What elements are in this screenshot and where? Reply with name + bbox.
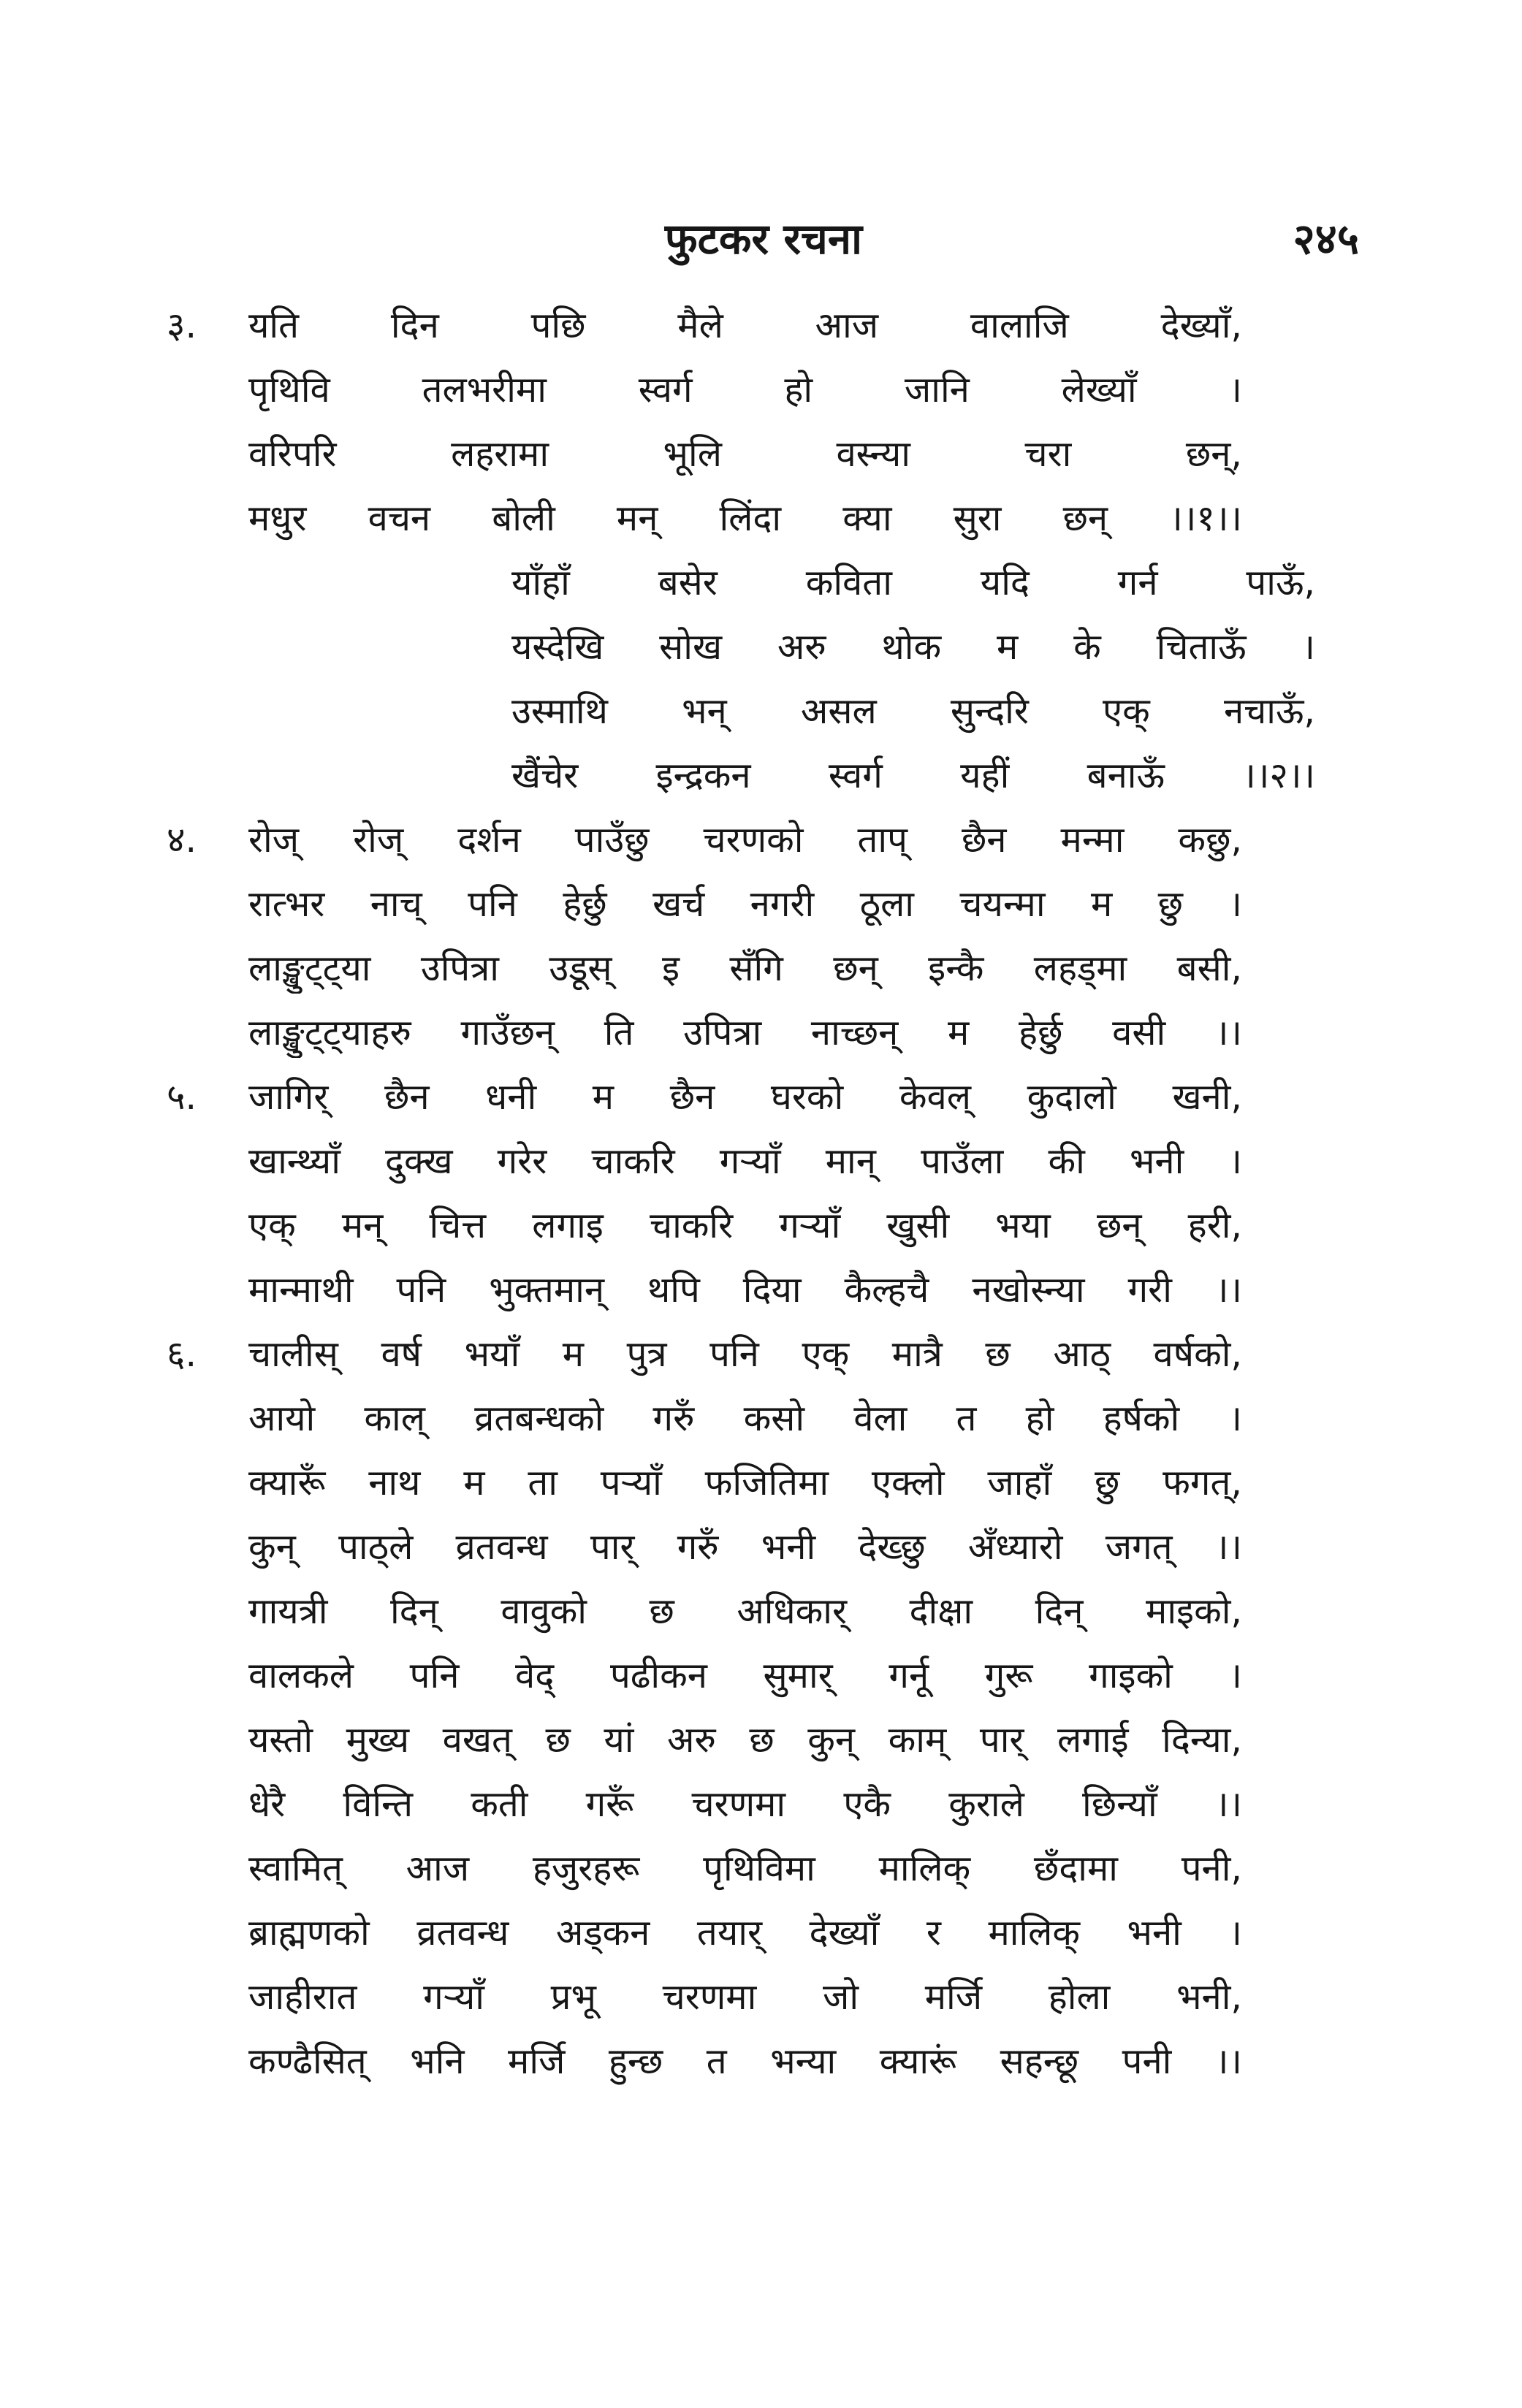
verse-line: कुन् पाठ्ले व्रतवन्ध पार् गरुँ भनी देख्छु अँध्यारो जगत् ।।: [248, 1526, 1242, 1568]
verse-line: मधुर वचन बोली मन् लिंदा क्या सुरा छन् ।।१।।: [248, 498, 1242, 539]
verse-line: ब्राह्मणको व्रतवन्ध अड्कन तयार् देख्याँ र मालिक् भनी ।: [248, 1912, 1242, 1954]
verse-line: खान्थ्याँ दुक्ख गरेर चाकरि गर्‍याँ मान् पाउँला की भनी ।: [248, 1140, 1242, 1182]
page-title: फुटकर रचना: [664, 214, 863, 264]
verse-line: जाहीरात गर्‍याँ प्रभू चरणमा जो मर्जि होला भनी,: [248, 1976, 1242, 2018]
verse-line: वालकले पनि वेद् पढीकन सुमार् गर्नू गुरू गाइको ।: [248, 1655, 1242, 1696]
verse-line: लाङ्खुट्ट्या उपित्रा उडूस् इ सँगि छन् इन्कै लहड्मा बसी,: [248, 948, 1242, 989]
verse-line: गायत्री दिन् वावुको छ अधिकार् दीक्षा दिन् माइको,: [248, 1590, 1242, 1632]
verse-line: यस्तो मुख्य वखत् छ यां अरु छ कुन् काम् पार् लगाई दिन्या,: [248, 1719, 1242, 1761]
verse-number: ४.: [167, 819, 197, 861]
verse-line: लाङ्खुट्ट्याहरु गाउँछन् ति उपित्रा नाच्छन् म हेर्छु वसी ।।: [248, 1012, 1242, 1054]
verse-line: धेरै विन्ति कती गरूँ चरणमा एकै कुराले छिन्याँ ।।: [248, 1783, 1242, 1825]
verse-line: यस्देखि सोख अरु थोक म के चिताऊँ ।: [511, 626, 1315, 668]
verse-line: चालीस् वर्ष भयाँ म पुत्र पनि एक् मात्रै छ आठ् वर्षको,: [248, 1333, 1242, 1375]
verse-line: रोज् रोज् दर्शन पाउँछु चरणको ताप् छैन मन्मा कछु,: [248, 819, 1242, 861]
verse-line: मान्माथी पनि भुक्तमान् थपि दिया कैल्हचै नखोस्न्या गरी ।।: [248, 1269, 1242, 1311]
verse-line: यति दिन पछि मैले आज वालाजि देख्याँ,: [248, 305, 1242, 346]
verse-line: खैंचेर इन्द्रकन स्वर्ग यहीं बनाऊँ ।।२।।: [511, 755, 1315, 796]
verse-line: आयो काल् व्रतबन्धको गरुँ कसो वेला त हो हर्षको ।: [248, 1398, 1242, 1439]
verse-number: ३.: [167, 305, 197, 346]
verse-line: जागिर् छैन धनी म छैन घरको केवल् कुदालो खनी,: [248, 1076, 1242, 1118]
verse-number: ६.: [167, 1333, 197, 1375]
verse-line: याँहाँ बसेर कविता यदि गर्न पाऊँ,: [511, 562, 1315, 603]
verse-number: ५.: [167, 1076, 197, 1118]
page-number: २४५: [1293, 214, 1359, 264]
verse-line: कण्ढैसित् भनि मर्जि हुन्छ त भन्या क्यारूं सहन्छू पनी ।।: [248, 2041, 1242, 2082]
verse-line: एक् मन् चित्त लगाइ चाकरि गर्‍याँ खुसी भया छन् हरी,: [248, 1205, 1242, 1246]
verse-line: क्यारूँ नाथ म ता पर्‍याँ फजितिमा एक्लो जाहाँ छु फगत्,: [248, 1462, 1242, 1504]
verse-line: वरिपरि लहरामा भूलि वस्न्या चरा छन्,: [248, 433, 1242, 475]
verse-line: उस्माथि भन् असल सुन्दरि एक् नचाऊँ,: [511, 690, 1315, 732]
verse-line: स्वामित् आज हजुरहरू पृथिविमा मालिक् छँदामा पनी,: [248, 1848, 1242, 1889]
verse-line: पृथिवि तलभरीमा स्वर्ग हो जानि लेख्याँ ।: [248, 369, 1242, 411]
verse-line: रात्भर नाच् पनि हेर्छु खर्च नगरी ठूला चयन्मा म छु ।: [248, 883, 1242, 925]
